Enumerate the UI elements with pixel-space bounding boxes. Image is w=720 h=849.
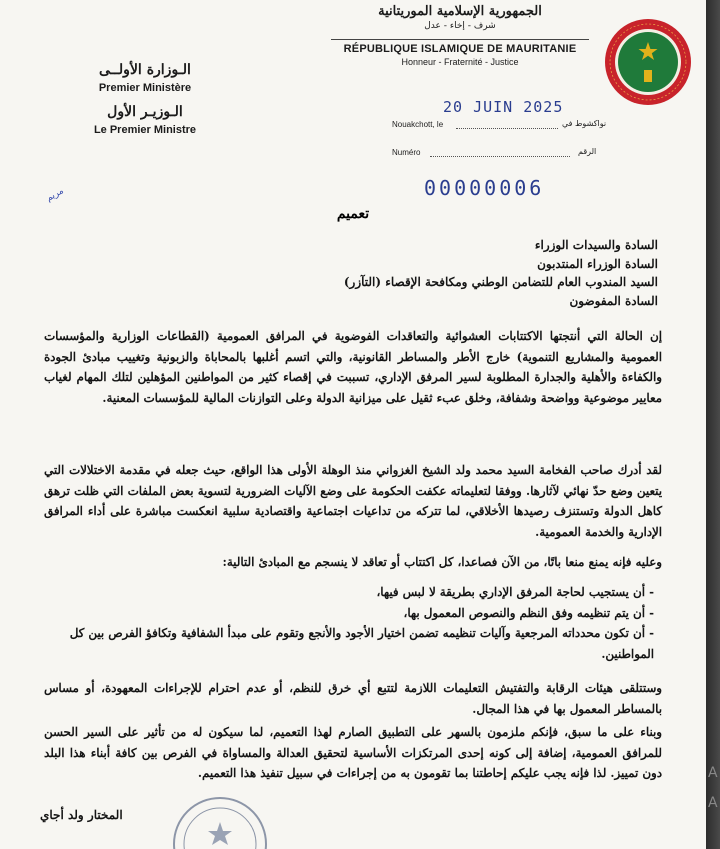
body-paragraph: إن الحالة التي أنتجتها الاكتتابات العشوائية والتعاقدات الفوضوية في المرافق العمومية (القطاعات الوزارية والمؤسسات العمومية والمشاريع التنموية) خارج الأطر والمساطر القانونية، والتي اتسم أغلبها بالمحاباة والزبونية وتغييب مبادئ الجودة والكفاءة والأهلية والجدارة المطلوبة لسير المرفق الإداري، تسببت في إقصاء كثير من المواطنين المؤهلين لتلك المهام لغياب معايير موضوعية وواضحة وشفافة، وخلق عبء ثقيل على ميزانية الدولة وعلى التوازنات المالية للمؤسسات المعنية.: [44, 329, 662, 405]
ministry-fr: Premier Ministère: [98, 82, 192, 94]
number-label: Numéro: [392, 148, 421, 157]
number-label-ar: الرقم: [578, 147, 597, 156]
list-item: - أن يستجيب لحاجة المرفق الإداري بطريقة لا لبس فيها،: [376, 585, 654, 599]
addressee: السادة المفوضون: [569, 293, 658, 308]
edge-letter: A: [708, 795, 718, 811]
body-paragraph: وبناء على ما سبق، فإنكم ملزمون بالسهر على التطبيق الصارم لهذا التعميم، لما سيكون له من تأثير على السير الحسن للمرافق العمومية، إضافة إلى كونه إحدى المرتكزات الأساسية لتحقيق العدالة والمساواة في الفرص بين كافة أبناء هذا البلد دون تمييز. لذا فإنه يجب عليكم إحاطتنا بما تقومون به من إجراءات في سبيل تنفيذ هذا التعميم.: [44, 725, 662, 780]
principles-list: [44, 582, 662, 664]
republic-header: [325, 4, 595, 67]
addressees-list: [178, 236, 658, 310]
body-paragraph: وستتلقى هيئات الرقابة والتفتيش التعليمات اللازمة لتتبع أي خرق للنظم، أو عدم احترام للإجراءات المعهودة، أو مساس بالمساطر المعمول بها في هذا المجال.: [44, 681, 662, 716]
list-item: - أن تكون محدداته المرجعية وآليات تنظيمه تضمن اختيار الأجود والأنجع وتقوم على مبدأ الشفافية وتكافؤ الفرص بين كل المواطنين.: [69, 626, 654, 661]
number-stamp: 00000006: [424, 176, 545, 200]
official-stamp-icon: [150, 784, 290, 849]
ministry-ar: الـوزارة الأولــى: [99, 62, 191, 78]
republic-fr: RÉPUBLIQUE ISLAMIQUE DE MAURITANIE: [343, 43, 577, 55]
addressee: السيد المندوب العام للتضامن الوطني ومكافحة الإقصاء (التآزر): [343, 275, 658, 289]
addressee: السادة والسيدات الوزراء: [534, 238, 658, 252]
document-title: تعميم: [336, 206, 370, 222]
date-stamp: 20 JUIN 2025: [443, 98, 564, 116]
handwritten-note: مريم: [44, 186, 66, 204]
body-paragraph: وعليه فإنه يمنع منعا باتًا، من الآن فصاعدا، كل اكتتاب أو تعاقد لا ينسجم مع المبادئ التالية:: [222, 555, 662, 569]
edge-letter: A: [708, 765, 718, 781]
republic-ar: الجمهورية الإسلامية الموريتانية: [378, 4, 542, 19]
addressee: السادة الوزراء المنتدبون: [537, 256, 658, 271]
minister-ar: الـوزيـر الأول: [107, 104, 183, 120]
ministry-header: [60, 62, 230, 146]
place-date-label: Nouakchott, le: [392, 120, 444, 129]
minister-fr: Le Premier Ministre: [93, 124, 197, 136]
place-date-label-ar: نواكشوط في: [562, 119, 607, 128]
national-seal-icon: [604, 18, 692, 106]
list-item: - أن يتم تنظيمه وفق النظم والنصوص المعمول بها،: [403, 605, 654, 620]
date-dotted-line: [456, 128, 558, 129]
motto-fr: Honneur - Fraternité - Justice: [401, 57, 519, 67]
scan-edge: [706, 0, 720, 849]
body-paragraph: لقد أدرك صاحب الفخامة السيد محمد ولد الشيخ الغزواني منذ الوهلة الأولى هذا الواقع، حيث جعله في مقدمة الاختلالات التي يتعين وضع حدّ نهائي لآثارها. ووفقا لتعليماته عكفت الحكومة على وضع الآليات الضرورية لتسوية بعض الملفات التي ظلت ترهق كاهل الدولة وتستنزف رصيدها الأخلاقي، لما تتركه من تداعيات اجتماعية واقتصادية سلبية انعكست مباشرة على أداء المرافق الإدارية والخدمة العمومية.: [44, 463, 662, 539]
number-dotted-line: [430, 156, 570, 157]
motto-ar: شرف - إخاء - عدل: [424, 21, 496, 31]
header-rule: [331, 39, 589, 40]
signatory-name: المختار ولد أجاي: [40, 808, 123, 822]
